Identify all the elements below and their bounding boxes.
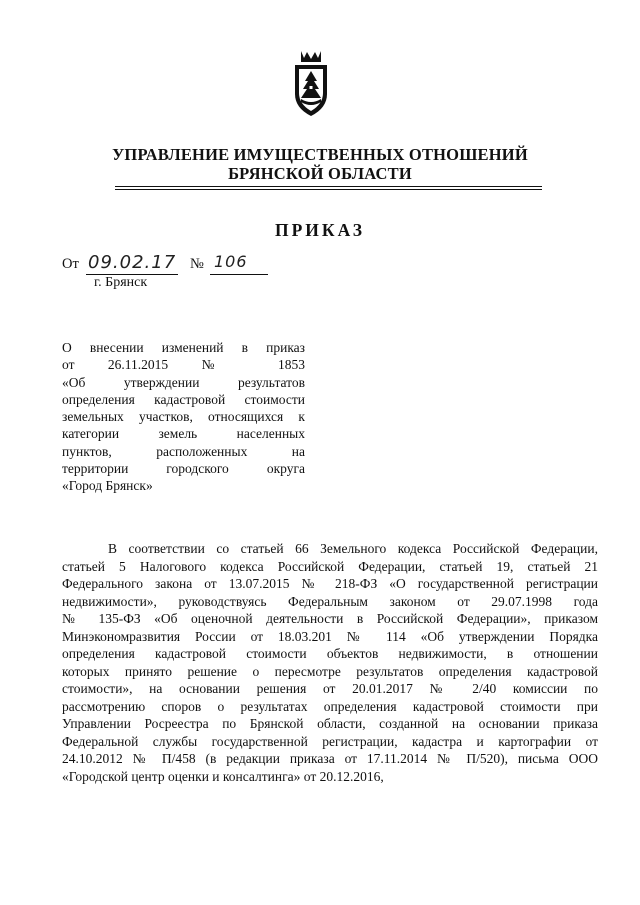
subject-line: от 26.11.2015 № 1853 <box>62 357 305 373</box>
city-label: г. Брянск <box>94 275 148 290</box>
subject-line: территории городского округа <box>62 461 305 477</box>
subject-line: «Город Брянск» <box>62 478 153 494</box>
body-line: «Городской центр оценки и консалтинга» от 20.12.2016, <box>62 768 384 784</box>
header-divider-bottom <box>115 189 542 190</box>
coat-of-arms-emblem-icon <box>290 48 332 120</box>
body-line: статьей 5 Налогового кодекса Российской Федерации, статьей 19, статьей 21 <box>62 558 598 574</box>
header-divider-top <box>115 186 542 187</box>
subject-line: определения кадастровой стоимости <box>62 391 305 407</box>
body-line: 24.10.2012 № П/458 (в редакции приказа от 17.11.2014 № П/520), письма ООО <box>62 751 598 766</box>
subject-line: категории земель населенных <box>62 426 305 442</box>
date-value: 09.02.17 <box>88 252 177 273</box>
body-line: Федеральной службы государственной регистрации, кадастра и картографии от <box>62 733 598 749</box>
body-line: рассмотрению споров о результатах определения кадастровой стоимости при <box>62 698 598 714</box>
body-line: которых принято решение о пересмотре результатов определения кадастровой <box>62 663 598 679</box>
subject-line: «Об утверждении результатов <box>62 374 305 390</box>
order-body-paragraph <box>62 540 598 785</box>
subject-line: земельных участков, относящихся к <box>62 409 305 425</box>
number-prefix: № <box>190 256 204 272</box>
subject-line: О внесении изменений в приказ <box>62 340 305 355</box>
body-line: № 135-ФЗ «Об оценочной деятельности в Российской Федерации», приказом <box>62 611 598 626</box>
body-line: определения кадастровой стоимости объектов недвижимости, в отношении <box>62 646 598 661</box>
organization-name-line2: БРЯНСКОЙ ОБЛАСТИ <box>228 164 412 183</box>
body-line: Управлении Росреестра по Брянской области, созданной на основании приказа <box>62 716 598 731</box>
body-line: Минэкономразвития России от 18.03.201 № 114 «Об утверждении Порядка <box>62 628 598 644</box>
order-subject <box>62 339 305 495</box>
body-line: В соответствии со статьей 66 Земельного кодекса Российской Федерации, <box>108 541 598 556</box>
body-line: недвижимости», руководствуясь Федеральным законом от 29.07.1998 года <box>62 593 598 609</box>
number-underline <box>210 274 268 275</box>
body-line: стоимости», на основании решения от 20.01.2017 № 2/40 комиссии по <box>62 681 598 696</box>
number-value: 106 <box>214 252 248 271</box>
organization-name-line1: УПРАВЛЕНИЕ ИМУЩЕСТВЕННЫХ ОТНОШЕНИЙ <box>112 145 528 164</box>
date-prefix: От <box>62 256 79 272</box>
body-line: Федерального закона от 13.07.2015 № 218-ФЗ «О государственной регистрации <box>62 576 598 591</box>
subject-line: пунктов, расположенных на <box>62 443 305 459</box>
document-title: ПРИКАЗ <box>274 220 366 240</box>
